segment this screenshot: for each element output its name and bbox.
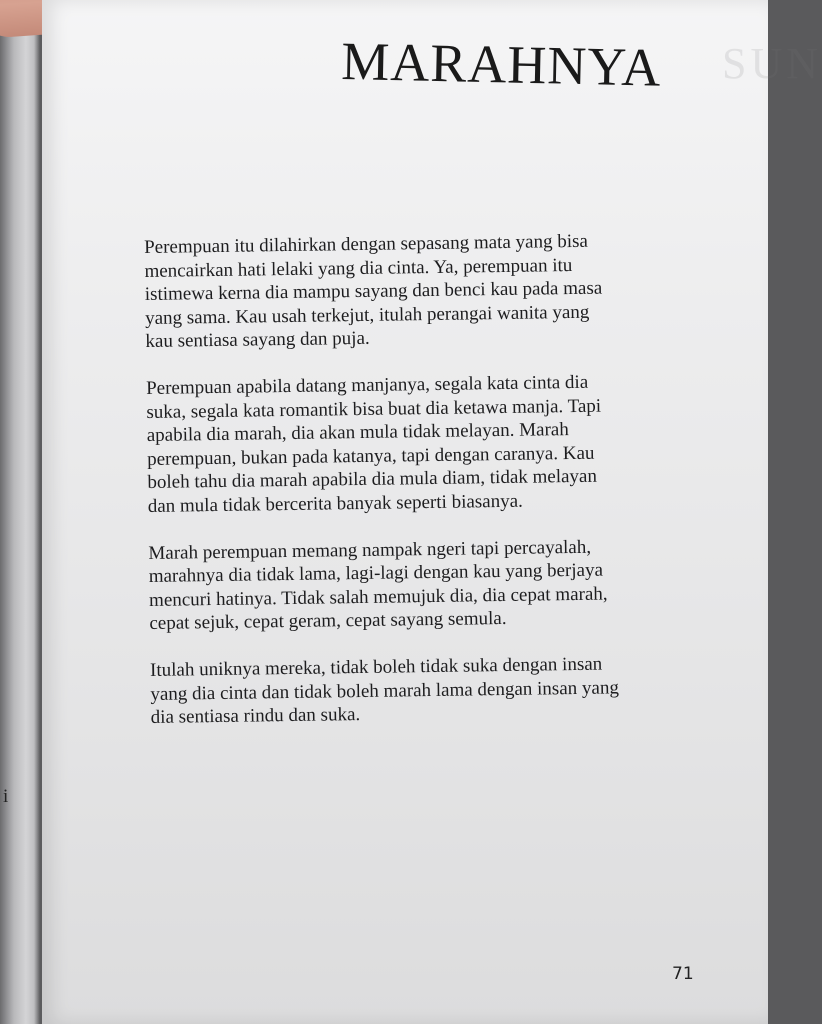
text-line: yang sama. Kau usah terkejut, itulah perangai wanita yang	[144, 301, 590, 329]
chapter-title: MARAHNYA	[340, 30, 662, 98]
text-line: yang dia cinta dan tidak boleh marah lama dengan insan yang	[150, 676, 620, 705]
book-page	[42, 0, 822, 1024]
previous-page-margin-mark: i	[3, 786, 9, 807]
paragraph-3	[148, 534, 709, 636]
text-line: marahnya dia tidak lama, lagi-lagi dengan kau yang berjaya	[148, 559, 604, 587]
text-line: Perempuan itu dilahirkan dengan sepasang mata yang bisa	[144, 230, 588, 258]
text-line: cepat sejuk, cepat geram, cepat sayang semula.	[149, 607, 507, 634]
text-line: mencuri hatinya. Tidak salah memujuk dia, dia cepat marah,	[148, 583, 608, 611]
text-line: boleh tahu dia marah apabila dia mula diam, tidak melayan	[147, 465, 598, 493]
paragraph-2	[146, 369, 708, 518]
page-number: 71	[672, 964, 694, 984]
text-line: Itulah uniknya mereka, tidak boleh tidak suka dengan insan	[149, 653, 603, 681]
text-line: kau sentiasa sayang dan puja.	[145, 327, 370, 352]
text-line: mencairkan hati lelaki yang dia cinta. Ya, perempuan itu	[144, 254, 573, 282]
text-line: istimewa kerna dia mampu sayang dan benci kau pada masa	[144, 277, 603, 305]
text-line: perempuan, bukan pada katanya, tapi dengan caranya. Kau	[146, 442, 595, 470]
text-line: Perempuan apabila datang manjanya, segala kata cinta dia	[145, 371, 589, 399]
paragraph-1	[144, 228, 706, 353]
bleed-through-text: SUN	[722, 39, 822, 88]
text-line: apabila dia marah, dia akan mula tidak melayan. Marah	[146, 419, 569, 446]
text-line: Marah perempuan memang nampak ngeri tapi percayalah,	[148, 536, 592, 564]
text-line: dia sentiasa rindu dan suka.	[150, 704, 361, 728]
chapter-body	[144, 228, 711, 753]
paragraph-4	[150, 651, 711, 729]
text-line: dan mula tidak bercerita banyak seperti biasanya.	[147, 490, 523, 517]
text-line: suka, segala kata romantik bisa buat dia ketawa manja. Tapi	[146, 395, 602, 423]
